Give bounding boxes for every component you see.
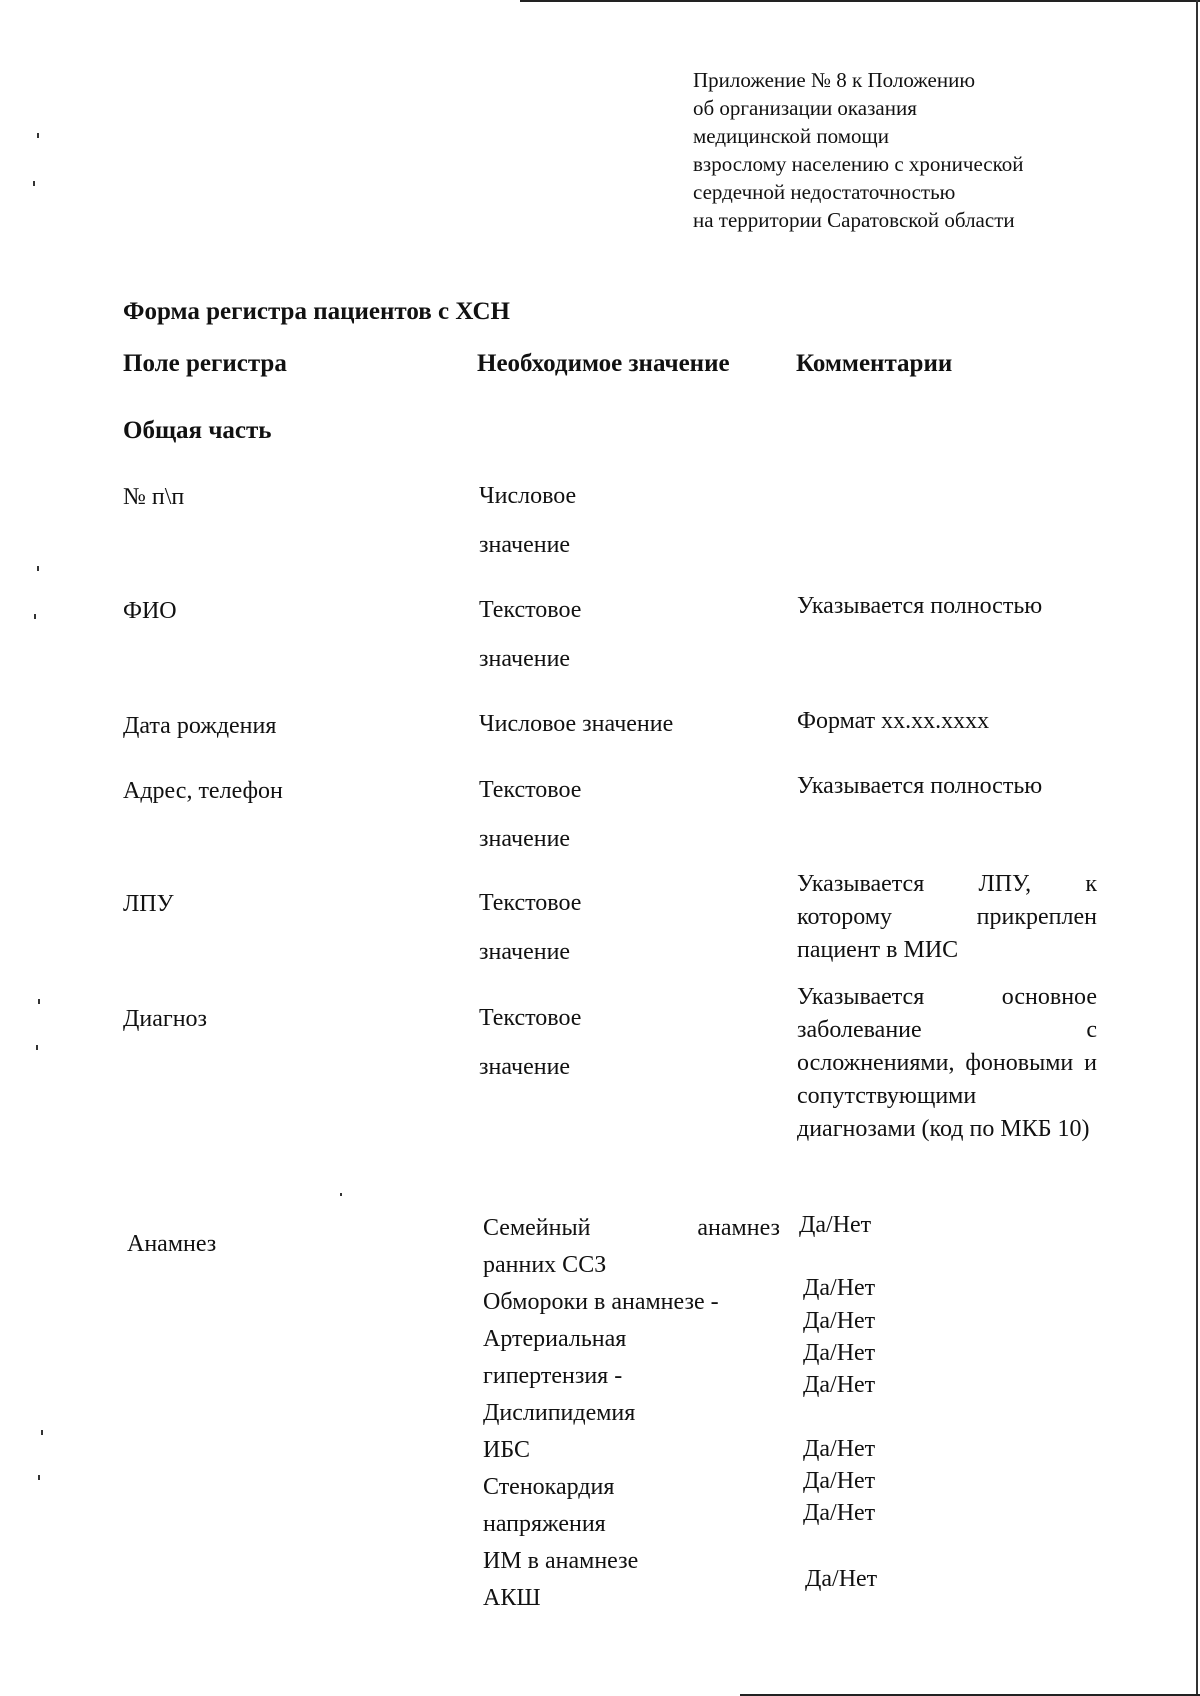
section-general: Общая часть — [123, 417, 272, 444]
row-value — [479, 766, 581, 864]
anamnesis-answer: Да/Нет — [803, 1308, 876, 1334]
anamnesis-item: напряжения — [483, 1511, 606, 1537]
anamnesis-answer: Да/Нет — [799, 1212, 872, 1238]
header-value: Необходимое значение — [477, 350, 730, 377]
row-value-line: Числовое значение — [479, 711, 674, 737]
row-field: ЛПУ — [123, 891, 174, 917]
row-value-line: Текстовое — [479, 597, 582, 623]
scan-speck — [340, 1193, 342, 1196]
anamnesis-item: Дислипидемия — [483, 1400, 636, 1426]
anamnesis-answer: Да/Нет — [803, 1340, 876, 1366]
anamnesis-item: Обмороки в анамнезе - — [483, 1289, 719, 1315]
row-value-line: Числовое — [479, 483, 577, 509]
row-value-line: значение — [479, 939, 571, 965]
row-field: Адрес, телефон — [123, 778, 283, 804]
anamnesis-field: Анамнез — [127, 1231, 217, 1257]
anamnesis-answer: Да/Нет — [805, 1566, 878, 1592]
scan-speck — [37, 133, 39, 138]
appendix-line: об организации оказания — [693, 96, 917, 120]
scan-edge-right — [1196, 0, 1198, 1696]
appendix-line: медицинской помощи — [693, 124, 889, 148]
header-field: Поле регистра — [123, 350, 287, 377]
anamnesis-answer: Да/Нет — [803, 1372, 876, 1398]
row-value — [479, 472, 576, 570]
anamnesis-answer: Да/Нет — [803, 1436, 876, 1462]
anamnesis-item: ранних ССЗ — [483, 1252, 607, 1278]
scan-speck — [37, 566, 39, 571]
row-value-line: значение — [479, 826, 571, 852]
anamnesis-item: АКШ — [483, 1585, 541, 1611]
scan-speck — [38, 999, 40, 1004]
row-field: Диагноз — [123, 1006, 208, 1032]
row-value-line: значение — [479, 1054, 571, 1080]
row-field: ФИО — [123, 598, 177, 624]
anamnesis-answer: Да/Нет — [803, 1468, 876, 1494]
anamnesis-item: ИБС — [483, 1437, 530, 1463]
row-comment: Формат хх.хх.хххх — [797, 708, 990, 734]
row-value-line: значение — [479, 532, 571, 558]
anamnesis-values — [483, 1210, 780, 1617]
anamnesis-item: Артериальная — [483, 1326, 627, 1352]
row-value — [479, 879, 581, 977]
scan-speck — [41, 1430, 43, 1435]
row-comment: Указывается основное заболевание с осложнениями, фоновыми и сопутствующими диагнозами (код по МКБ 10) — [797, 984, 1097, 1142]
scan-speck — [33, 181, 35, 186]
appendix-line: взрослому населению с хронической — [693, 152, 1024, 176]
row-value — [479, 700, 673, 749]
document-title: Форма регистра пациентов с ХСН — [123, 298, 510, 325]
scan-edge-top — [520, 0, 1200, 2]
row-field: Дата рождения — [123, 713, 277, 739]
row-field: № п\п — [123, 484, 185, 510]
anamnesis-answer: Да/Нет — [803, 1275, 876, 1301]
anamnesis-answer: Да/Нет — [803, 1500, 876, 1526]
appendix-line: Приложение № 8 к Положению — [693, 68, 976, 92]
anamnesis-item: гипертензия - — [483, 1363, 623, 1389]
scan-speck — [36, 1045, 38, 1050]
anamnesis-item: Семейный анамнез — [483, 1215, 780, 1241]
anamnesis-item: Стенокардия — [483, 1474, 615, 1500]
row-value — [479, 586, 581, 684]
anamnesis-item: ИМ в анамнезе — [483, 1548, 639, 1574]
scan-speck — [34, 614, 36, 619]
header-comment: Комментарии — [796, 350, 953, 377]
row-comment: Указывается полностью — [797, 773, 1043, 799]
row-value-line: Текстовое — [479, 777, 582, 803]
appendix-reference — [693, 66, 1024, 234]
row-comment: Указывается ЛПУ, к которому прикреплен пациент в МИС — [797, 871, 1097, 963]
row-value — [479, 994, 581, 1092]
scan-speck — [38, 1475, 40, 1480]
row-value-line: Текстовое — [479, 890, 582, 916]
appendix-line: сердечной недостаточностью — [693, 180, 956, 204]
row-comment: Указывается полностью — [797, 593, 1043, 619]
row-value-line: Текстовое — [479, 1005, 582, 1031]
row-value-line: значение — [479, 646, 571, 672]
appendix-line: на территории Саратовской области — [693, 208, 1015, 232]
